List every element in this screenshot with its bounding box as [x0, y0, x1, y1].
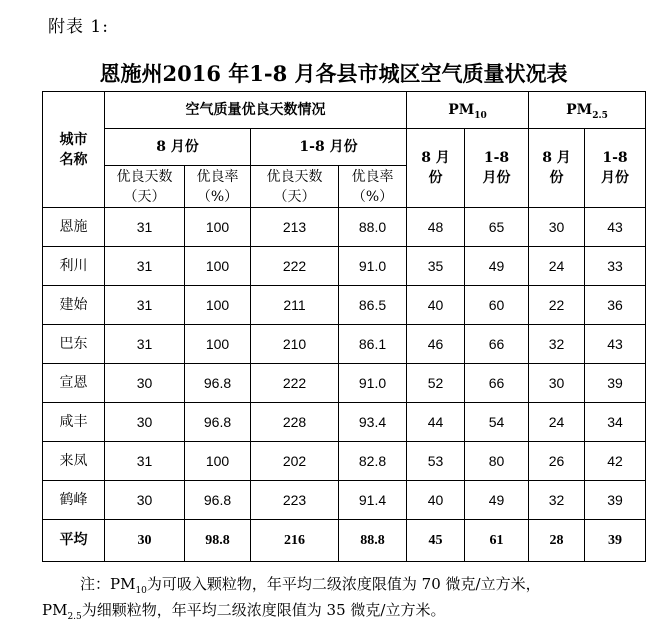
header-aug-good-rate: 优良率（%）: [185, 166, 251, 208]
cell-ytd-rate: 91.0: [339, 364, 407, 403]
header-aug-good-days: 优良天数（天）: [105, 166, 185, 208]
cell-pm10-aug: 48: [407, 208, 465, 247]
cell-pm10-ytd: 60: [465, 286, 529, 325]
cell-pm10-ytd: 61: [465, 520, 529, 562]
cell-pm25-aug: 32: [529, 325, 585, 364]
cell-aug-days: 31: [105, 286, 185, 325]
cell-aug-days: 30: [105, 364, 185, 403]
cell-city: 巴东: [43, 325, 105, 364]
cell-aug-rate: 100: [185, 247, 251, 286]
cell-ytd-rate: 91.4: [339, 481, 407, 520]
cell-ytd-days: 228: [251, 403, 339, 442]
cell-city: 利川: [43, 247, 105, 286]
cell-pm25-aug: 28: [529, 520, 585, 562]
cell-pm10-ytd: 54: [465, 403, 529, 442]
cell-city: 恩施: [43, 208, 105, 247]
cell-aug-days: 31: [105, 208, 185, 247]
table-row: [43, 286, 646, 325]
cell-pm10-aug: 53: [407, 442, 465, 481]
cell-aug-rate: 100: [185, 442, 251, 481]
cell-pm25-aug: 32: [529, 481, 585, 520]
table-row: [43, 364, 646, 403]
cell-ytd-rate: 86.1: [339, 325, 407, 364]
cell-city: 平均: [43, 520, 105, 562]
table-row: [43, 442, 646, 481]
cell-pm25-ytd: 42: [585, 442, 646, 481]
cell-aug-days: 31: [105, 247, 185, 286]
header-pm10: $PM_{10}$: [407, 92, 529, 129]
cell-ytd-rate: 86.5: [339, 286, 407, 325]
cell-pm25-aug: 24: [529, 247, 585, 286]
cell-ytd-days: 222: [251, 247, 339, 286]
note-line-2: $PM_{2.5}$为细颗粒物，年平均二级浓度限值为 35 微克/立方米。: [42, 601, 446, 622]
air-quality-table: [42, 91, 646, 562]
cell-aug-rate: 100: [185, 286, 251, 325]
cell-aug-rate: 98.8: [185, 520, 251, 562]
cell-city: 宣恩: [43, 364, 105, 403]
cell-pm25-ytd: 39: [585, 364, 646, 403]
cell-ytd-days: 213: [251, 208, 339, 247]
note-line-1: 注：$PM_{10}$为可吸入颗粒物，年平均二级浓度限值为 70 微克/立方米，: [80, 575, 541, 596]
cell-pm10-aug: 35: [407, 247, 465, 286]
table-row: [43, 325, 646, 364]
cell-pm10-aug: 44: [407, 403, 465, 442]
cell-aug-rate: 96.8: [185, 403, 251, 442]
cell-aug-rate: 96.8: [185, 481, 251, 520]
cell-pm25-ytd: 43: [585, 208, 646, 247]
header-ytd-good-days: 优良天数（天）: [251, 166, 339, 208]
cell-aug-days: 31: [105, 442, 185, 481]
cell-ytd-rate: 93.4: [339, 403, 407, 442]
cell-ytd-days: 210: [251, 325, 339, 364]
cell-pm25-ytd: 36: [585, 286, 646, 325]
cell-pm10-ytd: 66: [465, 325, 529, 364]
table-row: [43, 481, 646, 520]
cell-aug-rate: 96.8: [185, 364, 251, 403]
table-row: [43, 403, 646, 442]
header-jan-aug: 1-8 月份: [251, 129, 407, 166]
cell-ytd-days: 211: [251, 286, 339, 325]
cell-pm10-ytd: 80: [465, 442, 529, 481]
cell-pm10-aug: 40: [407, 481, 465, 520]
average-row: [43, 520, 646, 562]
cell-pm25-ytd: 34: [585, 403, 646, 442]
cell-city: 鹤峰: [43, 481, 105, 520]
cell-pm25-ytd: 43: [585, 325, 646, 364]
cell-ytd-rate: 88.8: [339, 520, 407, 562]
cell-pm25-ytd: 39: [585, 481, 646, 520]
cell-ytd-rate: 88.0: [339, 208, 407, 247]
cell-city: 建始: [43, 286, 105, 325]
table-title: 恩施州2016 年1-8 月各县市城区空气质量状况表: [99, 61, 568, 86]
cell-ytd-rate: 82.8: [339, 442, 407, 481]
cell-pm10-ytd: 66: [465, 364, 529, 403]
cell-ytd-days: 222: [251, 364, 339, 403]
cell-pm10-aug: 52: [407, 364, 465, 403]
header-aq-group: 空气质量优良天数情况: [105, 92, 407, 129]
header-pm25-jan-aug: 1-8 月份: [585, 129, 646, 208]
cell-pm25-ytd: 39: [585, 520, 646, 562]
cell-pm10-ytd: 49: [465, 247, 529, 286]
cell-aug-rate: 100: [185, 208, 251, 247]
cell-pm10-aug: 46: [407, 325, 465, 364]
cell-pm10-ytd: 65: [465, 208, 529, 247]
cell-aug-rate: 100: [185, 325, 251, 364]
header-pm25: $PM_{2.5}$: [529, 92, 646, 129]
attachment-label: 附表 1:: [48, 17, 109, 37]
cell-pm10-aug: 40: [407, 286, 465, 325]
cell-aug-days: 30: [105, 481, 185, 520]
cell-pm25-aug: 26: [529, 442, 585, 481]
cell-aug-days: 31: [105, 325, 185, 364]
header-ytd-good-rate: 优良率（%）: [339, 166, 407, 208]
cell-pm25-aug: 22: [529, 286, 585, 325]
header-pm10-aug: 8 月份: [407, 129, 465, 208]
header-aug: 8 月份: [105, 129, 251, 166]
cell-pm10-aug: 45: [407, 520, 465, 562]
table-note: [42, 571, 652, 623]
table-row: [43, 247, 646, 286]
cell-ytd-days: 223: [251, 481, 339, 520]
table-row: [43, 208, 646, 247]
cell-aug-days: 30: [105, 520, 185, 562]
cell-pm25-aug: 30: [529, 208, 585, 247]
header-pm10-jan-aug: 1-8 月份: [465, 129, 529, 208]
cell-aug-days: 30: [105, 403, 185, 442]
cell-pm25-aug: 24: [529, 403, 585, 442]
header-city: 城市名称: [43, 92, 105, 208]
cell-pm25-ytd: 33: [585, 247, 646, 286]
cell-ytd-days: 216: [251, 520, 339, 562]
header-pm25-aug: 8 月份: [529, 129, 585, 208]
cell-city: 来凤: [43, 442, 105, 481]
cell-pm25-aug: 30: [529, 364, 585, 403]
cell-ytd-days: 202: [251, 442, 339, 481]
cell-city: 咸丰: [43, 403, 105, 442]
cell-pm10-ytd: 49: [465, 481, 529, 520]
cell-ytd-rate: 91.0: [339, 247, 407, 286]
